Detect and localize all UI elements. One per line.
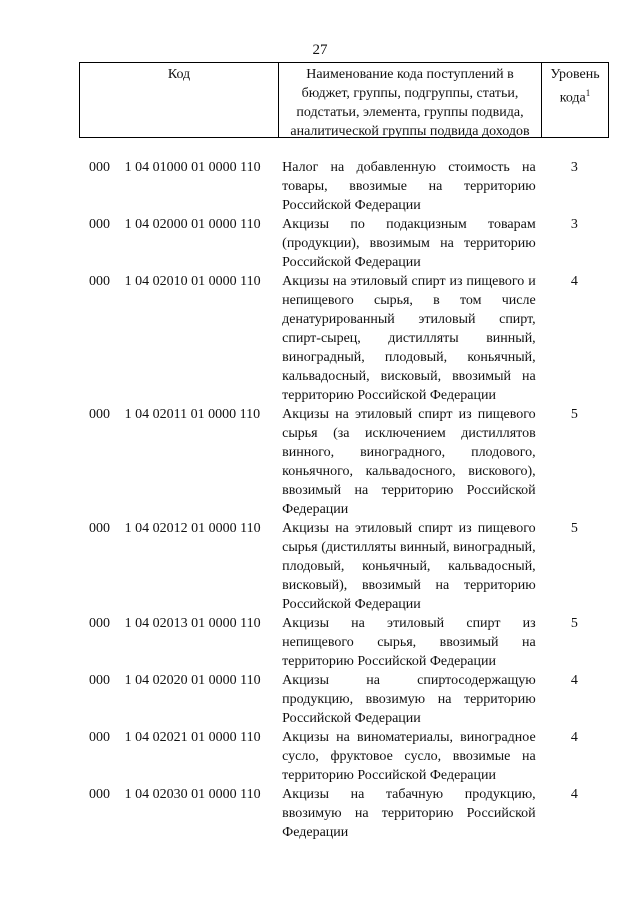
- table-row: [79, 272, 609, 405]
- table-row: [79, 519, 609, 614]
- table-row: [79, 785, 609, 842]
- row-name: Акцизы по подакцизным товарам (продукции), ввозимым на территорию Российской Федерации: [282, 217, 536, 270]
- header-level-label: Уровень кода: [550, 67, 600, 106]
- table-row: [79, 405, 609, 519]
- table-row: [79, 728, 609, 785]
- row-admin: 000: [89, 274, 110, 289]
- row-level: 4: [570, 730, 578, 745]
- row-code: 1 04 01000 01 0000 110: [124, 160, 261, 175]
- row-admin: 000: [89, 407, 110, 422]
- row-admin: 000: [89, 616, 110, 631]
- table-row: [79, 614, 609, 671]
- row-admin: 000: [89, 160, 110, 175]
- row-level: 5: [570, 521, 578, 536]
- table-body: [79, 158, 609, 842]
- row-name: Акцизы на спиртосодержащую продукцию, ввозимую на территорию Российской Федерации: [282, 673, 536, 726]
- row-code: 1 04 02013 01 0000 110: [124, 616, 261, 631]
- row-code: 1 04 02030 01 0000 110: [124, 787, 261, 802]
- table-row: [79, 158, 609, 215]
- row-admin: 000: [89, 217, 110, 232]
- table-row: [79, 215, 609, 272]
- row-code: 1 04 02020 01 0000 110: [124, 673, 261, 688]
- row-level: 5: [570, 407, 578, 422]
- row-level: 4: [570, 274, 578, 289]
- row-code: 1 04 02010 01 0000 110: [124, 274, 261, 289]
- header-name: Наименование кода поступлений в бюджет, группы, подгруппы, статьи, подстатьи, элемента, группы подвида, аналитической группы подвида доходов: [279, 63, 542, 137]
- header-level: [542, 63, 608, 137]
- row-level: 5: [570, 616, 578, 631]
- row-name: Налог на добавленную стоимость на товары, ввозимые на территорию Российской Федерации: [282, 160, 536, 213]
- row-level: 3: [570, 160, 578, 175]
- row-code: 1 04 02011 01 0000 110: [124, 407, 261, 422]
- row-name: Акцизы на этиловый спирт из пищевого и непищевого сырья, в том числе денатурированный этиловый спирт, спирт-сырец, дистилляты винный, виноградный, плодовый, коньячный, кальвадосный, висковый, ввозимый на территорию Российской Федерации: [282, 274, 536, 403]
- table-header: [79, 62, 609, 138]
- row-level: 3: [570, 217, 578, 232]
- header-code: Код: [80, 63, 279, 137]
- row-name: Акцизы на табачную продукцию, ввозимую на территорию Российской Федерации: [282, 787, 536, 840]
- page-number: 27: [312, 42, 328, 58]
- table-row: [79, 671, 609, 728]
- row-name: Акцизы на этиловый спирт из непищевого сырья, ввозимый на территорию Российской Федерации: [282, 616, 536, 669]
- header-level-footnote: 1: [585, 88, 591, 98]
- row-admin: 000: [89, 521, 110, 536]
- row-level: 4: [570, 673, 578, 688]
- row-admin: 000: [89, 787, 110, 802]
- row-code: 1 04 02012 01 0000 110: [124, 521, 261, 536]
- row-admin: 000: [89, 730, 110, 745]
- row-code: 1 04 02021 01 0000 110: [124, 730, 261, 745]
- row-code: 1 04 02000 01 0000 110: [124, 217, 261, 232]
- row-level: 4: [570, 787, 578, 802]
- row-name: Акцизы на этиловый спирт из пищевого сырья (дистилляты винный, виноградный, плодовый, коньячный, кальвадосный, висковый), ввозимый на территорию Российской Федерации: [282, 521, 536, 612]
- row-name: Акцизы на виноматериалы, виноградное сусло, фруктовое сусло, ввозимые на территорию Российской Федерации: [282, 730, 536, 783]
- row-admin: 000: [89, 673, 110, 688]
- row-name: Акцизы на этиловый спирт из пищевого сырья (за исключением дистиллятов винного, виноградного, плодового, коньячного, кальвадосного, вискового), ввозимый на территорию Российской Федерации: [282, 407, 536, 517]
